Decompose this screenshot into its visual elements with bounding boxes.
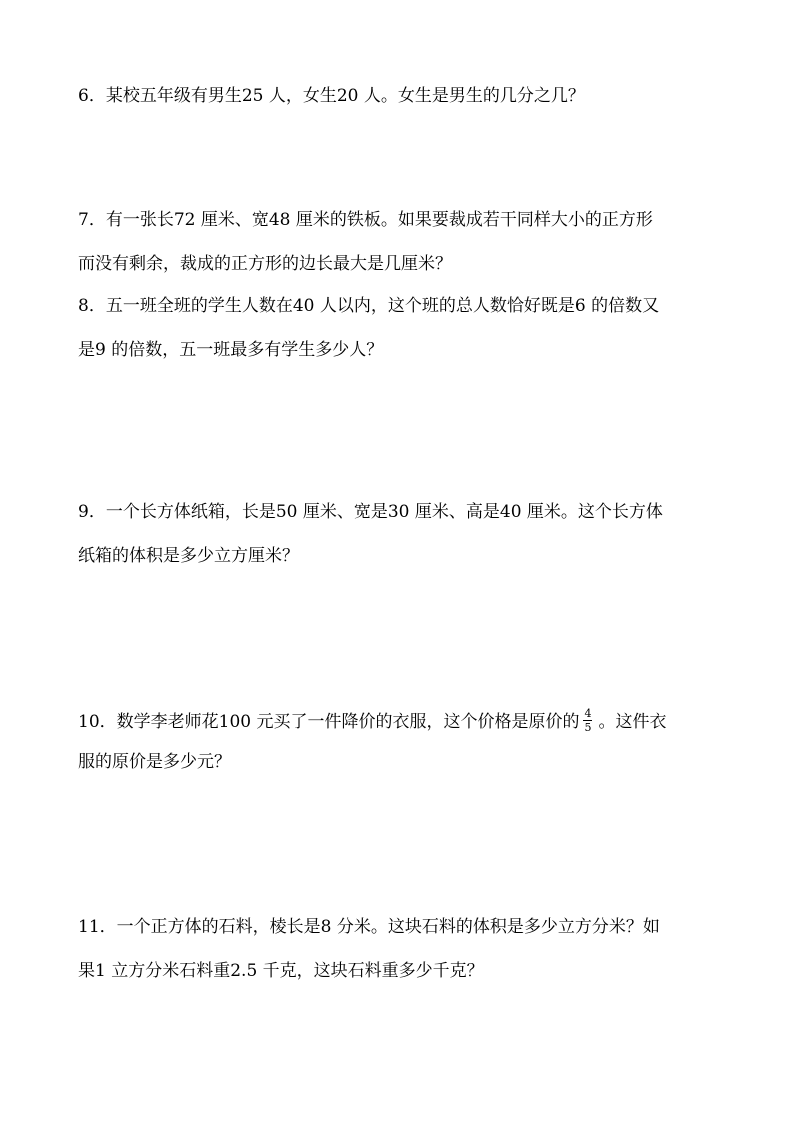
question-11-line-2: 果1 立方分米石料重2.5 千克，这块石料重多少千克？ bbox=[78, 961, 484, 981]
question-7-line-1: 7．有一张长72 厘米、宽48 厘米的铁板。如果要裁成若干同样大小的正方形 bbox=[78, 210, 653, 230]
question-10-line-2: 服的原价是多少元？ bbox=[78, 752, 231, 772]
question-10-text-after: 。这件衣 bbox=[598, 712, 667, 732]
fraction-four-fifths bbox=[583, 708, 592, 733]
question-11-line-1: 11．一个正方体的石料，棱长是8 分米。这块石料的体积是多少立方分米？如 bbox=[78, 917, 660, 937]
question-10-text-before: 10．数学李老师花100 元买了一件降价的衣服，这个价格是原价的 bbox=[78, 712, 580, 732]
question-10-line-1 bbox=[78, 707, 667, 735]
question-8-line-2: 是9 的倍数，五一班最多有学生多少人？ bbox=[78, 340, 384, 360]
question-9-line-2: 纸箱的体积是多少立方厘米？ bbox=[78, 546, 299, 566]
fraction-denominator: 5 bbox=[584, 721, 592, 734]
fraction-numerator: 4 bbox=[584, 707, 592, 720]
question-8-line-1: 8．五一班全班的学生人数在40 人以内，这个班的总人数恰好既是6 的倍数又 bbox=[78, 296, 660, 316]
question-6-line-1: 6．某校五年级有男生25 人，女生20 人。女生是男生的几分之几？ bbox=[78, 86, 585, 106]
question-7-line-2: 而没有剩余，裁成的正方形的边长最大是几厘米？ bbox=[78, 254, 452, 274]
question-9-line-1: 9．一个长方体纸箱，长是50 厘米、宽是30 厘米、高是40 厘米。这个长方体 bbox=[78, 502, 663, 522]
